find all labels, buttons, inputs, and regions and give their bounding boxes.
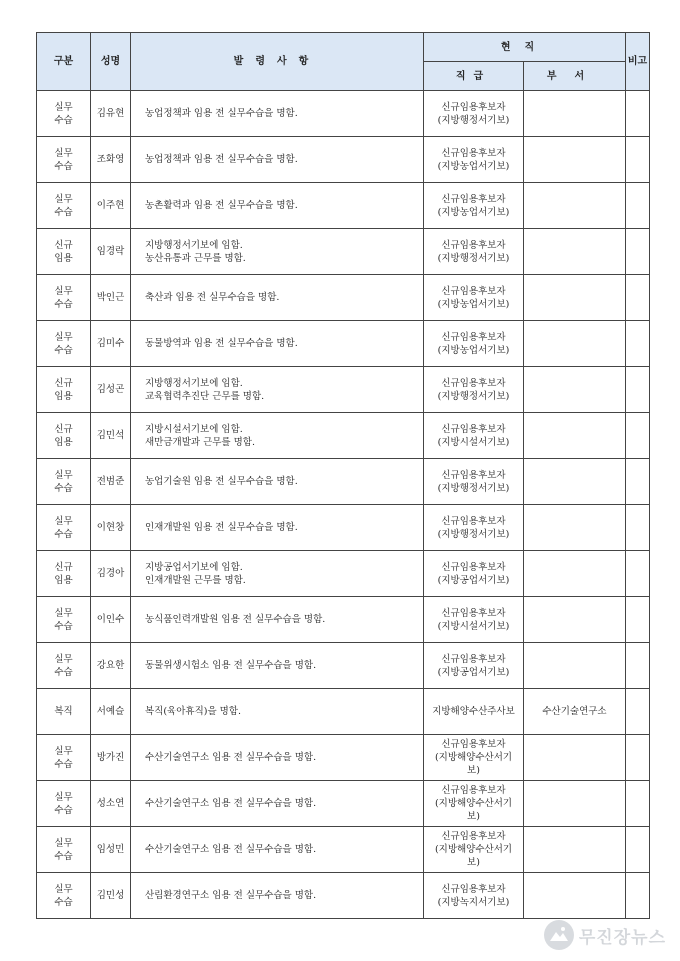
row-name: 방가진: [91, 735, 131, 781]
row-grade: 신규임용후보자 (지방농업서기보): [424, 321, 524, 367]
row-name: 김성곤: [91, 367, 131, 413]
table-row: [37, 827, 650, 873]
row-name: 이주현: [91, 183, 131, 229]
row-category: 신규 임용: [37, 551, 91, 597]
row-grade: 신규임용후보자 (지방농업서기보): [424, 275, 524, 321]
table-row: [37, 183, 650, 229]
row-category: 실무 수습: [37, 321, 91, 367]
row-order: 농업기술원 임용 전 실무수습을 명함.: [131, 459, 424, 505]
table-row: [37, 551, 650, 597]
header-name: 성명: [91, 33, 131, 91]
row-order: 수산기술연구소 임용 전 실무수습을 명함.: [131, 781, 424, 827]
table-row: [37, 689, 650, 735]
row-note: [626, 275, 650, 321]
row-category: 실무 수습: [37, 827, 91, 873]
row-note: [626, 367, 650, 413]
row-order: 인재개발원 임용 전 실무수습을 명함.: [131, 505, 424, 551]
row-category: 실무 수습: [37, 781, 91, 827]
row-grade: 신규임용후보자 (지방행정서기보): [424, 367, 524, 413]
personnel-orders-table: [36, 32, 650, 919]
row-grade: 신규임용후보자 (지방해양수산서기 보): [424, 827, 524, 873]
table-body: [37, 91, 650, 919]
row-category: 실무 수습: [37, 459, 91, 505]
row-name: 박인근: [91, 275, 131, 321]
row-name: 임성민: [91, 827, 131, 873]
row-note: [626, 321, 650, 367]
row-department: [524, 137, 626, 183]
row-department: [524, 505, 626, 551]
row-category: 실무 수습: [37, 275, 91, 321]
row-department: [524, 91, 626, 137]
row-order: 산림환경연구소 임용 전 실무수습을 명함.: [131, 873, 424, 919]
header-category: 구분: [37, 33, 91, 91]
row-name: 전범준: [91, 459, 131, 505]
row-order: 수산기술연구소 임용 전 실무수습을 명함.: [131, 735, 424, 781]
row-grade: 신규임용후보자 (지방행정서기보): [424, 459, 524, 505]
table-row: [37, 459, 650, 505]
header-note: 비고: [626, 33, 650, 91]
table-row: [37, 91, 650, 137]
row-note: [626, 597, 650, 643]
row-order: 지방시설서기보에 임함. 새만금개발과 근무를 명함.: [131, 413, 424, 459]
header-department: 부서: [524, 62, 626, 91]
row-name: 김미수: [91, 321, 131, 367]
table-row: [37, 367, 650, 413]
row-order: 복직(육아휴직)을 명함.: [131, 689, 424, 735]
row-order: 농식품인력개발원 임용 전 실무수습을 명함.: [131, 597, 424, 643]
row-category: 실무 수습: [37, 735, 91, 781]
row-order: 지방행정서기보에 임함. 교육협력추진단 근무를 명함.: [131, 367, 424, 413]
row-order: 농업정책과 임용 전 실무수습을 명함.: [131, 137, 424, 183]
row-note: [626, 459, 650, 505]
row-department: [524, 367, 626, 413]
row-category: 실무 수습: [37, 183, 91, 229]
row-grade: 지방해양수산주사보: [424, 689, 524, 735]
row-department: [524, 735, 626, 781]
row-name: 김유현: [91, 91, 131, 137]
row-department: [524, 781, 626, 827]
row-order: 지방행정서기보에 임함. 농산유통과 근무를 명함.: [131, 229, 424, 275]
row-grade: 신규임용후보자 (지방해양수산서기 보): [424, 781, 524, 827]
row-grade: 신규임용후보자 (지방해양수산서기 보): [424, 735, 524, 781]
row-grade: 신규임용후보자 (지방시설서기보): [424, 597, 524, 643]
row-category: 실무 수습: [37, 137, 91, 183]
row-grade: 신규임용후보자 (지방공업서기보): [424, 551, 524, 597]
row-department: [524, 413, 626, 459]
row-order: 동물위생시험소 임용 전 실무수습을 명함.: [131, 643, 424, 689]
row-note: [626, 735, 650, 781]
row-note: [626, 551, 650, 597]
row-name: 김경아: [91, 551, 131, 597]
row-name: 이현창: [91, 505, 131, 551]
row-category: 신규 임용: [37, 413, 91, 459]
table-row: [37, 275, 650, 321]
row-note: [626, 91, 650, 137]
row-grade: 신규임용후보자 (지방행정서기보): [424, 229, 524, 275]
row-department: [524, 275, 626, 321]
row-department: [524, 551, 626, 597]
row-order: 지방공업서기보에 임함. 인재개발원 근무를 명함.: [131, 551, 424, 597]
row-category: 실무 수습: [37, 597, 91, 643]
row-department: [524, 183, 626, 229]
row-note: [626, 505, 650, 551]
table-row: [37, 229, 650, 275]
row-category: 신규 임용: [37, 367, 91, 413]
row-grade: 신규임용후보자 (지방공업서기보): [424, 643, 524, 689]
table-row: [37, 505, 650, 551]
row-department: [524, 229, 626, 275]
row-name: 김민석: [91, 413, 131, 459]
row-category: 실무 수습: [37, 91, 91, 137]
row-grade: 신규임용후보자 (지방농업서기보): [424, 183, 524, 229]
row-category: 신규 임용: [37, 229, 91, 275]
row-department: [524, 597, 626, 643]
row-note: [626, 137, 650, 183]
table-row: [37, 781, 650, 827]
row-department: [524, 459, 626, 505]
row-note: [626, 229, 650, 275]
row-department: [524, 827, 626, 873]
row-name: 서예슬: [91, 689, 131, 735]
header-orders: 발령사항: [131, 33, 424, 91]
row-name: 강요한: [91, 643, 131, 689]
row-order: 농업정책과 임용 전 실무수습을 명함.: [131, 91, 424, 137]
row-grade: 신규임용후보자 (지방녹지서기보): [424, 873, 524, 919]
table-row: [37, 643, 650, 689]
table-row: [37, 597, 650, 643]
row-order: 농촌활력과 임용 전 실무수습을 명함.: [131, 183, 424, 229]
row-note: [626, 689, 650, 735]
row-department: [524, 321, 626, 367]
table-row: [37, 321, 650, 367]
row-order: 축산과 임용 전 실무수습을 명함.: [131, 275, 424, 321]
row-note: [626, 873, 650, 919]
row-note: [626, 643, 650, 689]
row-category: 실무 수습: [37, 643, 91, 689]
row-grade: 신규임용후보자 (지방행정서기보): [424, 91, 524, 137]
watermark-text: 무진장뉴스: [578, 927, 666, 948]
table-row: [37, 735, 650, 781]
row-note: [626, 183, 650, 229]
row-category: 실무 수습: [37, 505, 91, 551]
row-name: 이인수: [91, 597, 131, 643]
row-category: 복직: [37, 689, 91, 735]
watermark: [544, 919, 666, 951]
header-grade: 직급: [424, 62, 524, 91]
row-department: [524, 643, 626, 689]
row-category: 실무 수습: [37, 873, 91, 919]
table-row: [37, 413, 650, 459]
row-order: 동물방역과 임용 전 실무수습을 명함.: [131, 321, 424, 367]
table-row: [37, 873, 650, 919]
row-name: 조화영: [91, 137, 131, 183]
row-order: 수산기술연구소 임용 전 실무수습을 명함.: [131, 827, 424, 873]
row-grade: 신규임용후보자 (지방시설서기보): [424, 413, 524, 459]
table-header: [37, 33, 650, 91]
row-department: 수산기술연구소: [524, 689, 626, 735]
row-name: 성소연: [91, 781, 131, 827]
row-grade: 신규임용후보자 (지방농업서기보): [424, 137, 524, 183]
row-department: [524, 873, 626, 919]
header-current-position: 현직: [424, 33, 626, 62]
row-note: [626, 781, 650, 827]
mountain-logo-icon: [544, 920, 574, 950]
table-row: [37, 137, 650, 183]
row-name: 김민성: [91, 873, 131, 919]
row-note: [626, 413, 650, 459]
row-grade: 신규임용후보자 (지방행정서기보): [424, 505, 524, 551]
row-name: 임경락: [91, 229, 131, 275]
row-note: [626, 827, 650, 873]
